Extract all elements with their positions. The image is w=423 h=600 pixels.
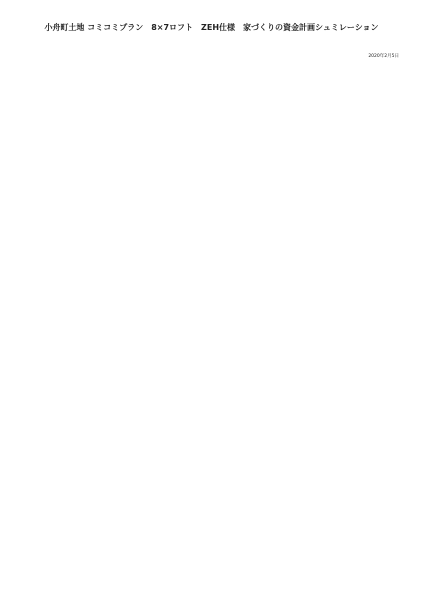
document-date: 2020年2月5日: [368, 54, 399, 59]
document-title: 小舟町土地 コミコミプラン 8×7ロフト ZEH仕様 家づくりの資金計画シュミレーション: [44, 23, 379, 32]
